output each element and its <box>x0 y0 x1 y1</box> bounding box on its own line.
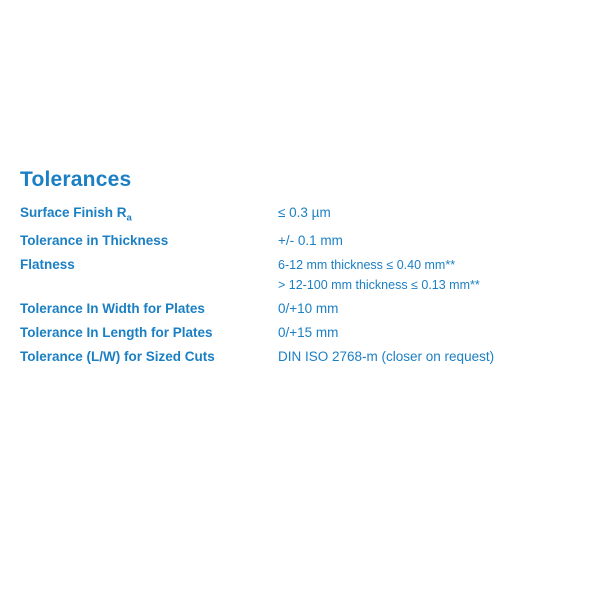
row-label-flatness: Flatness <box>20 256 75 272</box>
table-row <box>20 233 580 248</box>
tolerances-table <box>20 205 580 373</box>
row-value-thickness: +/- 0.1 mm <box>278 232 343 248</box>
row-label-text: Surface Finish R <box>20 205 127 220</box>
row-label-length-plates: Tolerance In Length for Plates <box>20 324 213 340</box>
row-label-subscript: a <box>126 212 132 224</box>
table-row <box>20 205 580 224</box>
row-value-sized-cuts: DIN ISO 2768-m (closer on request) <box>278 348 495 364</box>
row-label-surface-finish <box>20 205 278 224</box>
row-label-thickness: Tolerance in Thickness <box>20 232 169 248</box>
row-value-width-plates: 0/+10 mm <box>278 300 339 316</box>
table-row <box>20 349 580 364</box>
row-value-flatness: 6-12 mm thickness ≤ 0.40 mm** <box>278 257 456 272</box>
row-value-length-plates: 0/+15 mm <box>278 324 339 340</box>
table-row-continuation <box>20 278 580 292</box>
row-label-sized-cuts: Tolerance (L/W) for Sized Cuts <box>20 348 215 364</box>
page-title: Tolerances <box>20 168 132 191</box>
table-row <box>20 325 580 340</box>
row-value-flatness-secondary: > 12-100 mm thickness ≤ 0.13 mm** <box>278 277 480 292</box>
table-row <box>20 301 580 316</box>
row-label-width-plates: Tolerance In Width for Plates <box>20 300 205 316</box>
row-value-surface-finish: ≤ 0.3 µm <box>278 205 331 220</box>
table-row <box>20 257 580 272</box>
